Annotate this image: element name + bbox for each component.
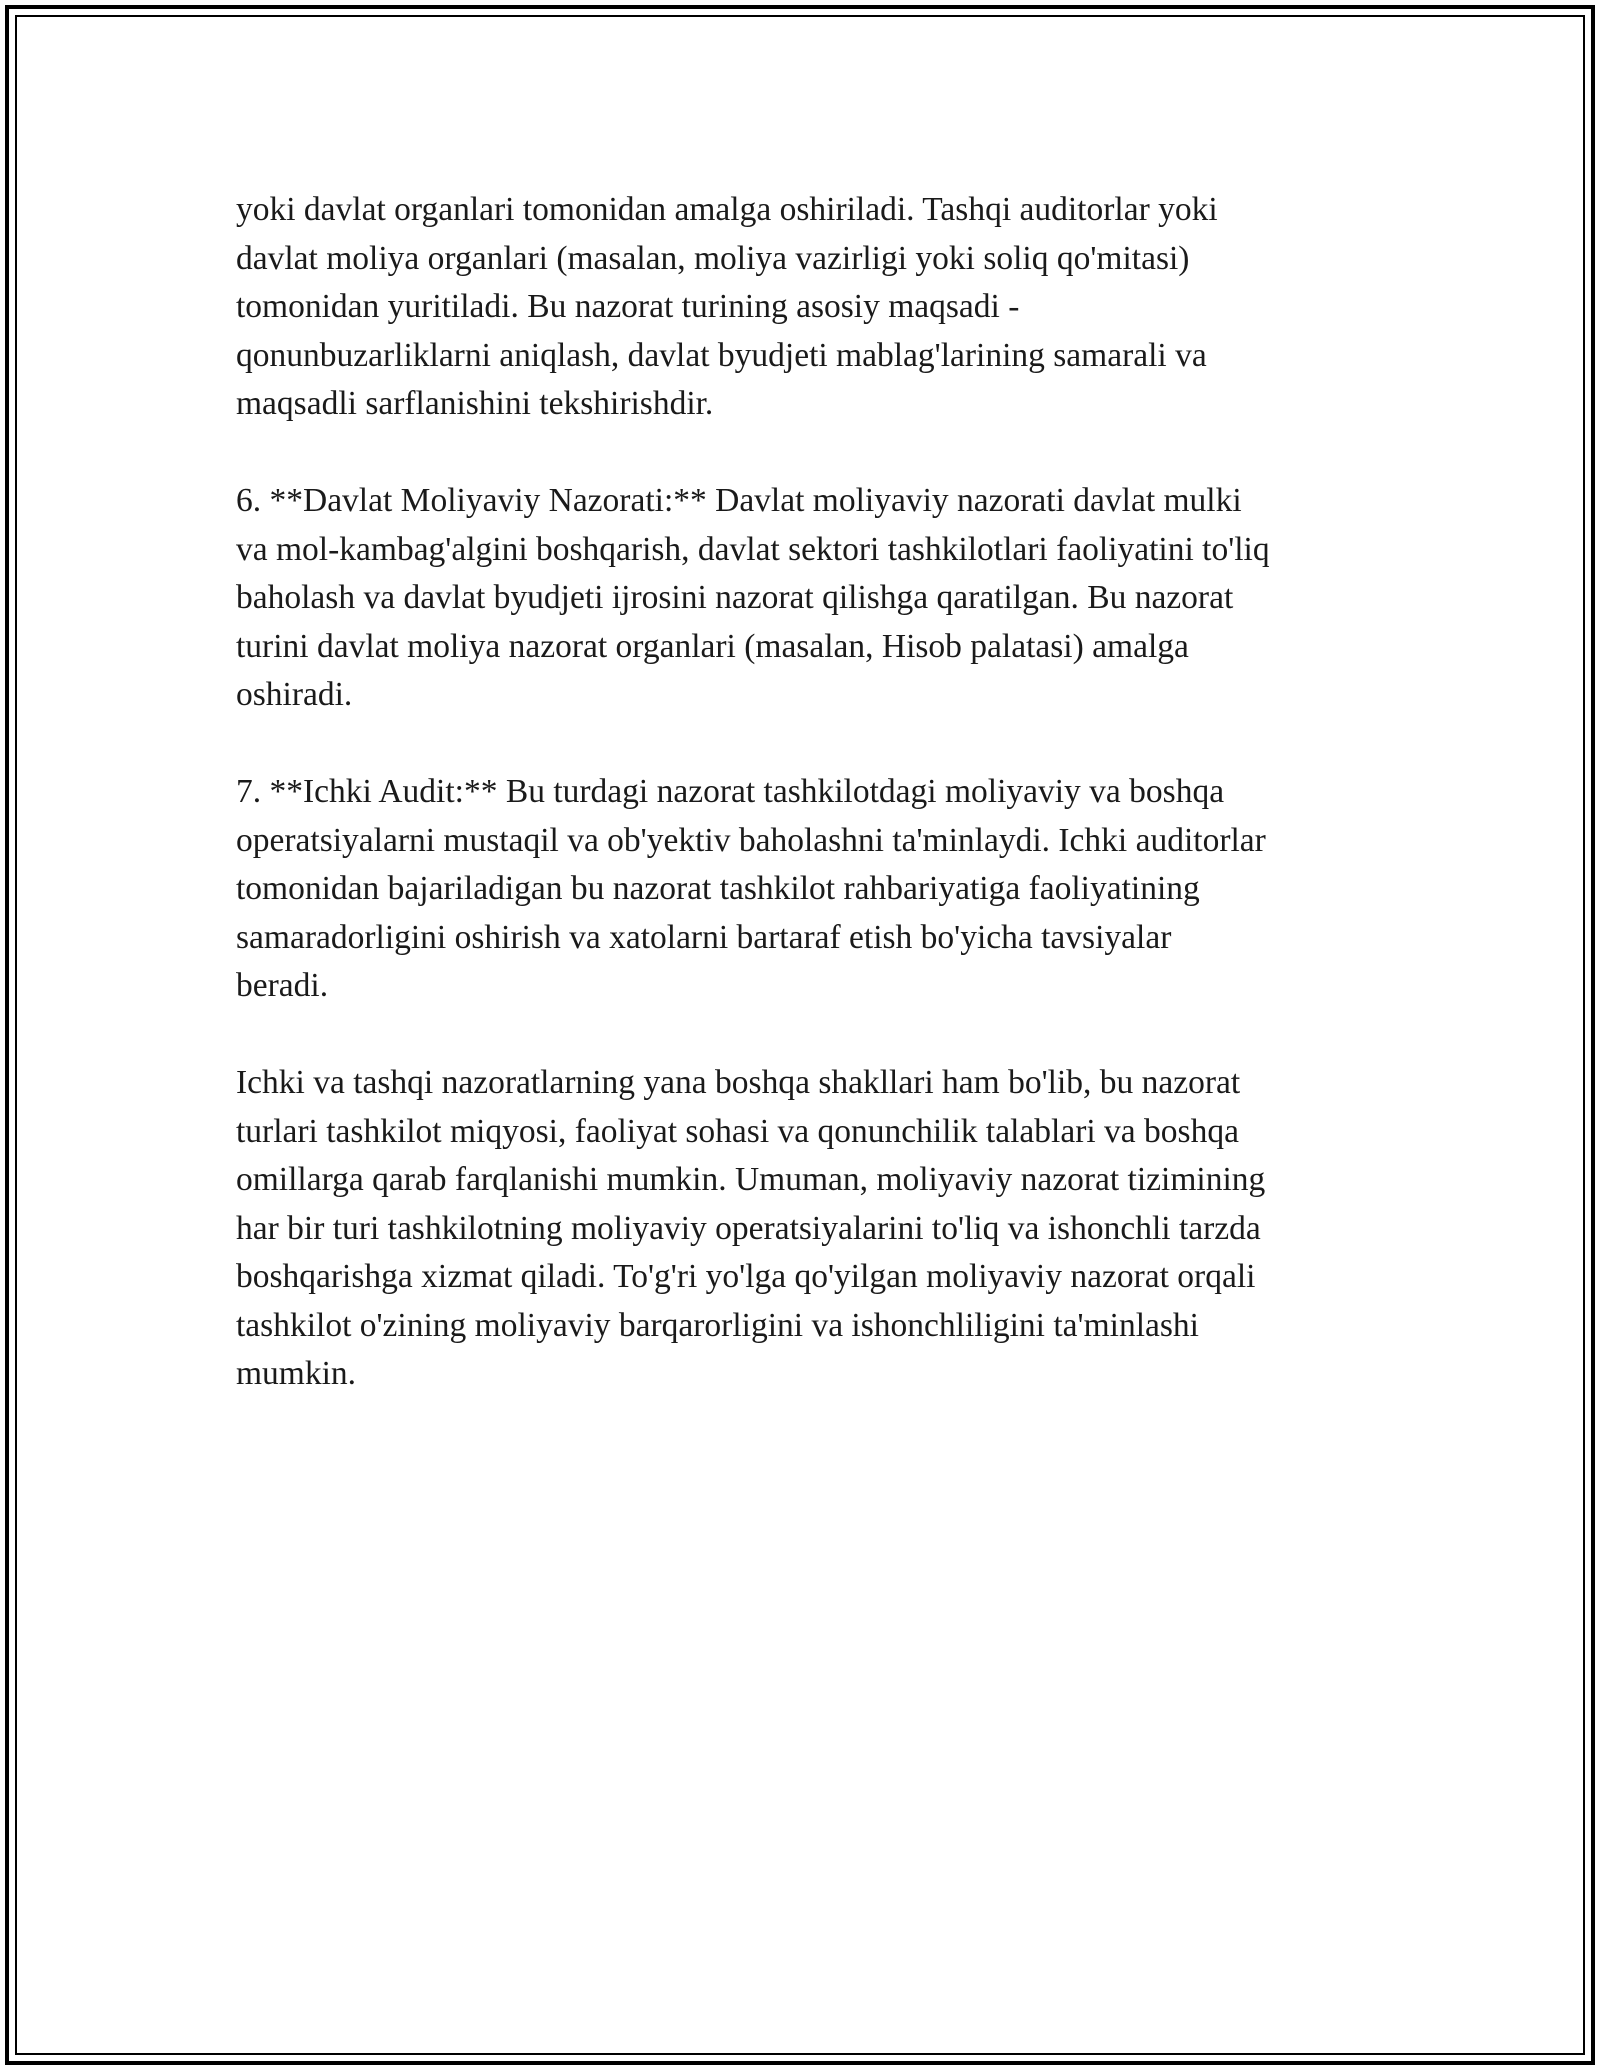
paragraph-external-control [236,186,1396,429]
text-line: Ichki va tashqi nazoratlarning yana boshqa shakllari ham bo'lib, bu nazorat [236,1064,1241,1101]
text-line: 7. **Ichki Audit:** Bu turdagi nazorat tashkilotdagi moliyaviy va boshqa [236,773,1225,810]
text-line: turini davlat moliya nazorat organlari (masalan, Hisob palatasi) amalga [236,627,1189,665]
text-line: tomonidan yuritiladi. Bu nazorat turining asosiy maqsadi - [236,288,1020,325]
text-line: beradi. [236,967,329,1004]
text-line: maqsadli sarflanishini tekshirishdir. [236,385,714,422]
text-line: turlari tashkilot miqyosi, faoliyat sohasi va qonunchilik talablari va boshqa [236,1112,1239,1150]
paragraph-item-6-state-financial-control [236,477,1396,720]
text-line: har bir turi tashkilotning moliyaviy operatsiyalarini to'liq va ishonchli tarzda [236,1209,1261,1247]
text-line: tomonidan bajariladigan bu nazorat tashkilot rahbariyatiga faoliyatining [236,870,1200,907]
text-line: 6. **Davlat Moliyaviy Nazorati:** Davlat moliyaviy nazorati davlat mulki [236,482,1242,519]
text-line: qonunbuzarliklarni aniqlash, davlat byudjeti mablag'larining samarali va [236,336,1207,374]
text-line: boshqarishga xizmat qiladi. To'g'ri yo'lga qo'yilgan moliyaviy nazorat orqali [236,1258,1256,1295]
paragraph-conclusion [236,1059,1396,1399]
text-line: baholash va davlat byudjeti ijrosini nazorat qilishga qaratilgan. Bu nazorat [236,579,1234,616]
text-line: davlat moliya organlari (masalan, moliya vazirligi yoki soliq qo'mitasi) [236,239,1190,277]
text-line: tashkilot o'zining moliyaviy barqarorligini va ishonchliligini ta'minlashi [236,1306,1199,1344]
text-line: operatsiyalarni mustaqil va ob'yektiv baholashni ta'minlaydi. Ichki auditorlar [236,821,1266,859]
document-body [236,186,1396,1447]
text-line: samaradorligini oshirish va xatolarni bartaraf etish bo'yicha tavsiyalar [236,918,1172,956]
text-line: mumkin. [236,1355,357,1392]
text-line: omillarga qarab farqlanishi mumkin. Umuman, moliyaviy nazorat tizimining [236,1161,1266,1198]
text-line: va mol-kambag'algini boshqarish, davlat sektori tashkilotlari faoliyatini to'liq [236,530,1270,568]
paragraph-item-7-internal-audit [236,768,1396,1011]
text-line: yoki davlat organlari tomonidan amalga oshiriladi. Tashqi auditorlar yoki [236,191,1218,228]
text-line: oshiradi. [236,676,353,713]
